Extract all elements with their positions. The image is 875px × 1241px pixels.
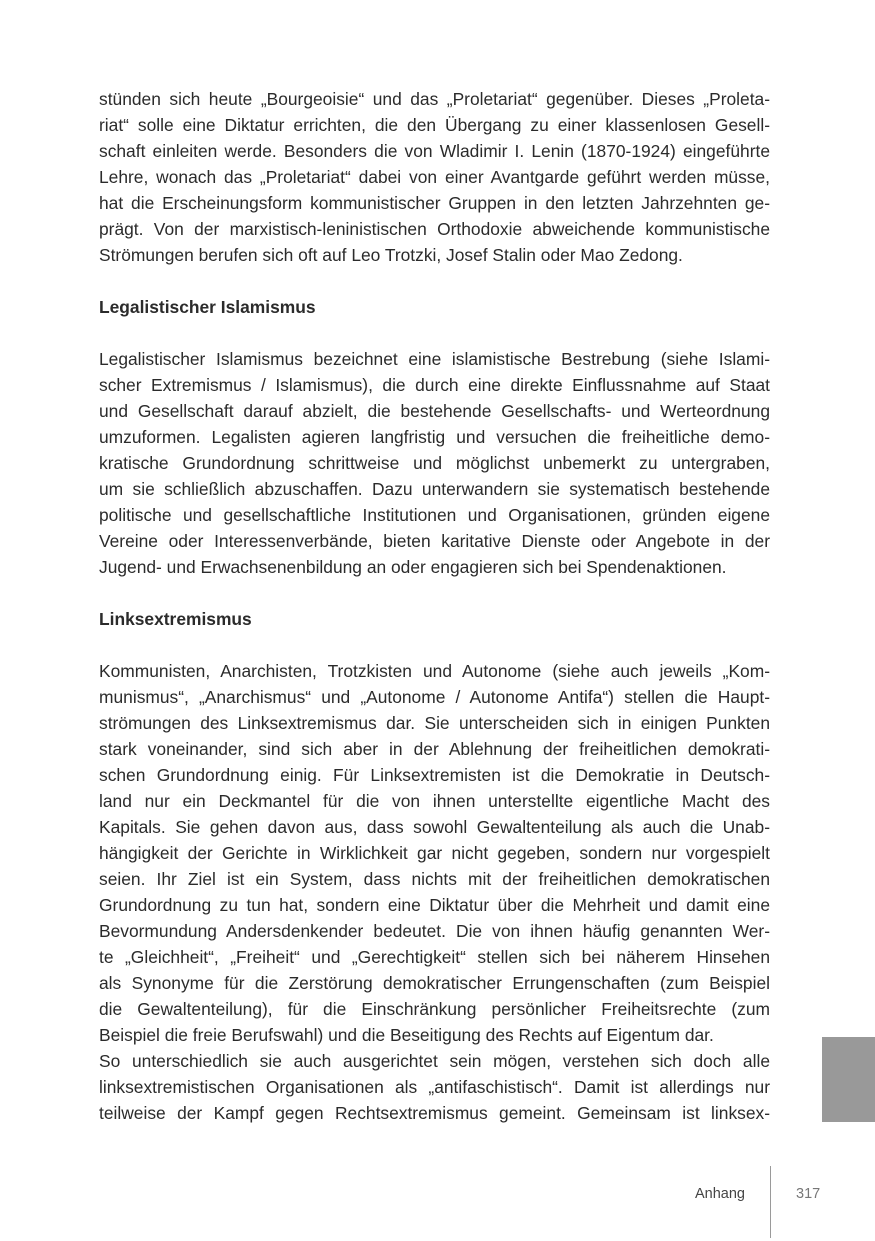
text-line: Grundordnung zu tun hat, sondern eine Diktatur über die Mehrheit und damit eine bbox=[99, 895, 770, 915]
text-line: Lehre, wonach das „Proletariat“ dabei von einer Avantgarde geführt werden müsse, bbox=[99, 167, 770, 187]
section-heading-legalistic-islamism: Legalistischer Islamismus bbox=[99, 297, 316, 317]
paragraph-left-wing-extremism bbox=[99, 658, 770, 1126]
spacer bbox=[99, 320, 770, 346]
text-line: Kapitals. Sie gehen davon aus, dass sowohl Gewaltenteilung als auch die Unab- bbox=[99, 817, 770, 837]
text-line: politische und gesellschaftliche Institutionen und Organisationen, gründen eigene bbox=[99, 505, 770, 525]
text-line: Kommunisten, Anarchisten, Trotzkisten und Autonome (siehe auch jeweils „Kom- bbox=[99, 661, 770, 681]
text-line: linksextremistischen Organisationen als „antifaschistisch“. Damit ist allerdings nur bbox=[99, 1077, 770, 1097]
text-line: munismus“, „Anarchismus“ und „Autonome / Autonome Antifa“) stellen die Haupt- bbox=[99, 687, 770, 707]
text-line: riat“ solle eine Diktatur errichten, die den Übergang zu einer klassenlosen Gesell- bbox=[99, 115, 770, 135]
text-line: stünden sich heute „Bourgeoisie“ und das „Proletariat“ gegenüber. Dieses „Proleta- bbox=[99, 89, 770, 109]
text-line: teilweise der Kampf gegen Rechtsextremismus gemeint. Gemeinsam ist linksex- bbox=[99, 1103, 770, 1123]
spacer bbox=[99, 632, 770, 658]
footer-divider bbox=[770, 1166, 771, 1238]
text-line: Beispiel die freie Berufswahl) und die Beseitigung des Rechts auf Eigentum dar. bbox=[99, 1025, 714, 1045]
text-line: stark voneinander, sind sich aber in der Ablehnung der freiheitlichen demokrati- bbox=[99, 739, 770, 759]
chapter-thumb-tab bbox=[822, 1037, 875, 1122]
paragraph-communism-end bbox=[99, 86, 770, 268]
text-line: seien. Ihr Ziel ist ein System, dass nichts mit der freiheitlichen demokratischen bbox=[99, 869, 770, 889]
text-line: Jugend- und Erwachsenenbildung an oder engagieren sich bei Spendenaktionen. bbox=[99, 557, 727, 577]
text-line: schen Grundordnung einig. Für Linksextremisten ist die Demokratie in Deutsch- bbox=[99, 765, 770, 785]
text-line: Legalistischer Islamismus bezeichnet eine islamistische Bestrebung (siehe Islami- bbox=[99, 349, 770, 369]
text-line: te „Gleichheit“, „Freiheit“ und „Gerechtigkeit“ stellen sich bei näherem Hinsehen bbox=[99, 947, 770, 967]
paragraph-legalistic-islamism bbox=[99, 346, 770, 580]
text-line: Vereine oder Interessenverbände, bieten karitative Dienste oder Angebote in der bbox=[99, 531, 770, 551]
text-line: die Gewaltenteilung), für die Einschränkung persönlicher Freiheitsrechte (zum bbox=[99, 999, 770, 1019]
text-line: Bevormundung Andersdenkender bedeutet. Die von ihnen häufig genannten Wer- bbox=[99, 921, 770, 941]
text-line: So unterschiedlich sie auch ausgerichtet sein mögen, verstehen sich doch alle bbox=[99, 1051, 770, 1071]
page-body bbox=[99, 86, 770, 1126]
section-heading-left-wing-extremism: Linksextremismus bbox=[99, 609, 252, 629]
text-line: strömungen des Linksextremismus dar. Sie unterscheiden sich in einigen Punkten bbox=[99, 713, 770, 733]
text-line: um sie schließlich abzuschaffen. Dazu unterwandern sie systematisch bestehende bbox=[99, 479, 770, 499]
text-line: und Gesellschaft darauf abzielt, die bestehende Gesellschafts- und Werteordnung bbox=[99, 401, 770, 421]
text-line: land nur ein Deckmantel für die von ihnen unterstellte eigentliche Macht des bbox=[99, 791, 770, 811]
text-line: Strömungen berufen sich oft auf Leo Trotzki, Josef Stalin oder Mao Zedong. bbox=[99, 245, 683, 265]
spacer bbox=[99, 268, 770, 294]
text-line: schaft einleiten werde. Besonders die von Wladimir I. Lenin (1870-1924) eingeführte bbox=[99, 141, 770, 161]
text-line: hängigkeit der Gerichte in Wirklichkeit gar nicht gegeben, sondern nur vorgespielt bbox=[99, 843, 770, 863]
text-line: umzuformen. Legalisten agieren langfristig und versuchen die freiheitliche demo- bbox=[99, 427, 770, 447]
page-number: 317 bbox=[796, 1186, 821, 1202]
text-line: kratische Grundordnung schrittweise und möglichst unbemerkt zu untergraben, bbox=[99, 453, 770, 473]
footer-section-label: Anhang bbox=[695, 1186, 745, 1202]
spacer bbox=[99, 580, 770, 606]
text-line: prägt. Von der marxistisch-leninistischen Orthodoxie abweichende kommunistische bbox=[99, 219, 770, 239]
text-line: scher Extremismus / Islamismus), die durch eine direkte Einflussnahme auf Staat bbox=[99, 375, 770, 395]
text-line: hat die Erscheinungsform kommunistischer Gruppen in den letzten Jahrzehnten ge- bbox=[99, 193, 770, 213]
text-line: als Synonyme für die Zerstörung demokratischer Errungenschaften (zum Beispiel bbox=[99, 973, 770, 993]
